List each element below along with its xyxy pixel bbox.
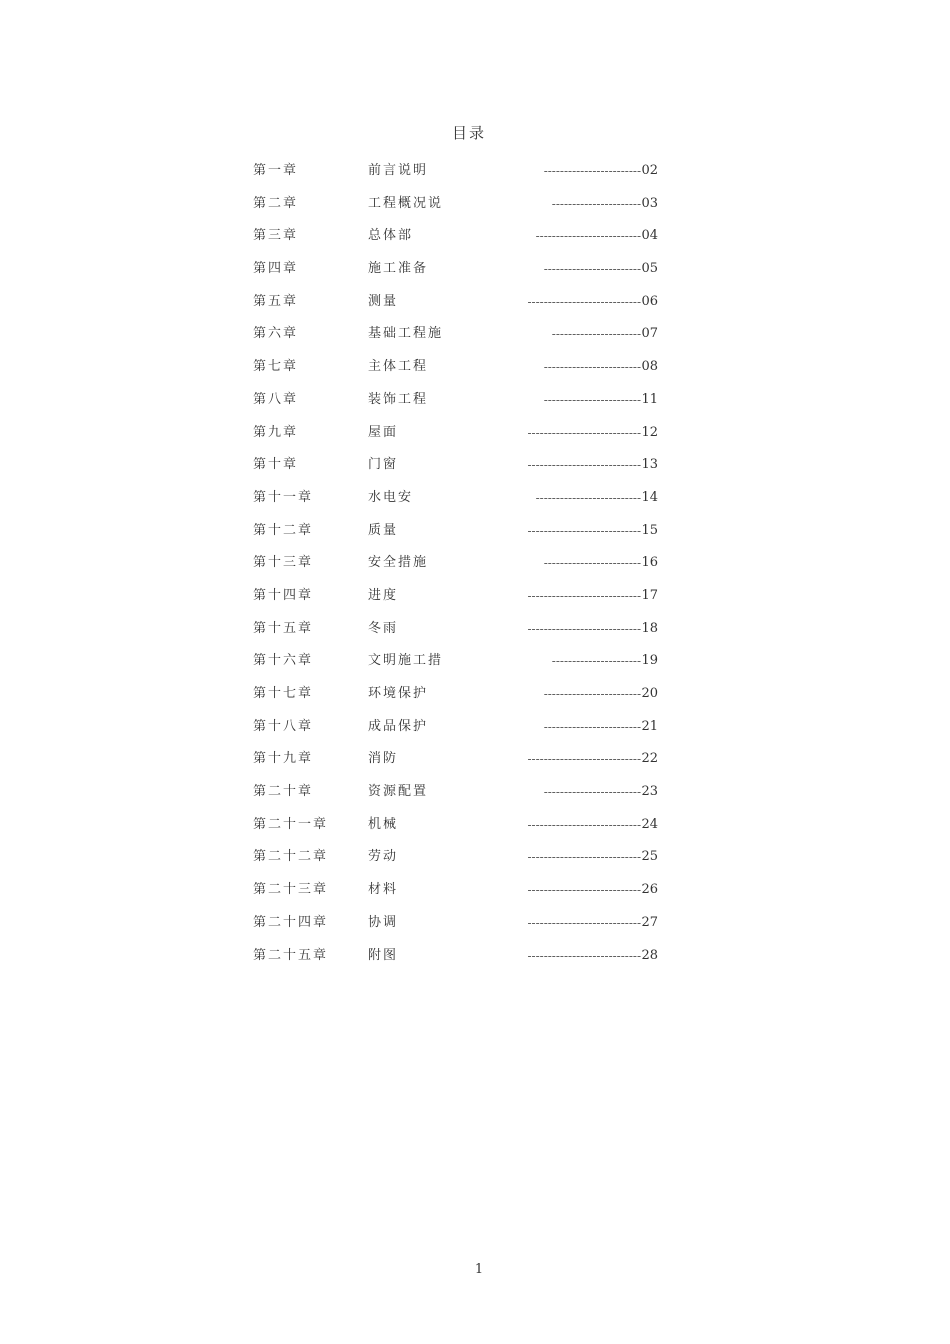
- toc-dot-leader: ----------------------------: [527, 817, 641, 832]
- toc-page-number: 24: [641, 816, 658, 832]
- toc-chapter-title: 环境保护: [368, 686, 429, 701]
- toc-page-number: 07: [641, 326, 658, 342]
- toc-chapter-title: 协调: [368, 914, 399, 930]
- toc-entry: [253, 452, 658, 485]
- toc-dot-leader: ----------------------------: [527, 458, 641, 473]
- toc-chapter-number: 第七章: [253, 359, 299, 375]
- toc-dot-leader: ----------------------: [551, 654, 641, 669]
- toc-chapter-number: 第九章: [253, 424, 299, 440]
- toc-chapter-number: 第三章: [253, 228, 299, 244]
- toc-chapter-number: 第八章: [253, 391, 299, 407]
- toc-entry: [253, 256, 658, 289]
- toc-chapter-title: 资源配置: [368, 784, 429, 800]
- toc-dot-leader: ----------------------------: [527, 621, 641, 636]
- toc-chapter-title: 劳动: [368, 849, 399, 865]
- toc-dot-leader: ------------------------: [543, 392, 641, 407]
- toc-entry: [253, 550, 658, 583]
- toc-page-number: 13: [641, 457, 658, 473]
- toc-entry: [253, 583, 658, 616]
- toc-chapter-title: 总体部: [368, 228, 414, 244]
- toc-dot-leader: ----------------------------: [527, 915, 641, 930]
- toc-page-number: 02: [641, 163, 658, 178]
- toc-dot-leader: ----------------------------: [527, 294, 641, 309]
- toc-chapter-title: 门窗: [368, 457, 399, 473]
- toc-dot-leader: ------------------------: [543, 719, 641, 734]
- toc-entry: [253, 485, 658, 518]
- toc-dot-leader: ----------------------: [551, 196, 641, 211]
- toc-page-number: 22: [641, 751, 658, 767]
- toc-entry: [253, 779, 658, 812]
- toc-entry: [253, 387, 658, 420]
- toc-chapter-number: 第十六章: [253, 653, 314, 669]
- toc-dot-leader: ------------------------: [543, 556, 641, 571]
- toc-chapter-number: 第一章: [253, 163, 299, 178]
- page-title: 目录: [451, 124, 486, 142]
- toc-page-number: 27: [641, 914, 658, 930]
- toc-dot-leader: ------------------------: [543, 360, 641, 375]
- toc-chapter-number: 第十七章: [253, 686, 314, 701]
- toc-chapter-number: 第十一章: [253, 489, 314, 505]
- toc-entry: [253, 812, 658, 845]
- toc-page-number: 18: [641, 620, 658, 636]
- toc-dot-leader: ----------------------------: [527, 948, 641, 963]
- toc-page-number: 16: [641, 555, 658, 571]
- toc-page-number: 08: [641, 359, 658, 375]
- toc-chapter-number: 第五章: [253, 293, 299, 309]
- toc-chapter-title: 进度: [368, 587, 399, 603]
- toc-page-number: 19: [641, 653, 658, 669]
- toc-chapter-title: 安全措施: [368, 555, 429, 571]
- toc-chapter-title: 主体工程: [368, 359, 429, 375]
- toc-chapter-title: 成品保护: [368, 718, 429, 734]
- toc-page-number: 15: [641, 522, 658, 538]
- toc-chapter-number: 第二十四章: [253, 914, 329, 930]
- toc-chapter-number: 第二十三章: [253, 882, 329, 898]
- toc-chapter-title: 基础工程施: [368, 326, 444, 342]
- toc-page-number: 12: [641, 424, 658, 440]
- toc-page-number: 04: [641, 228, 658, 244]
- toc-chapter-title: 机械: [368, 816, 399, 832]
- toc-dot-leader: ----------------------------: [527, 850, 641, 865]
- toc-dot-leader: ------------------------: [543, 687, 641, 701]
- toc-chapter-number: 第六章: [253, 326, 299, 342]
- toc-chapter-title: 屋面: [368, 424, 399, 440]
- table-of-contents: [253, 158, 658, 975]
- toc-page-number: 26: [641, 882, 658, 898]
- toc-chapter-title: 消防: [368, 751, 399, 767]
- toc-page-number: 20: [641, 686, 658, 701]
- toc-chapter-title: 装饰工程: [368, 391, 429, 407]
- toc-entry: [253, 158, 658, 191]
- toc-page-number: 06: [641, 293, 658, 309]
- toc-entry: [253, 354, 658, 387]
- toc-chapter-title: 前言说明: [368, 163, 429, 178]
- toc-chapter-number: 第二十二章: [253, 849, 329, 865]
- toc-dot-leader: ----------------------------: [527, 752, 641, 767]
- toc-page-number: 28: [641, 947, 658, 963]
- toc-chapter-number: 第十章: [253, 457, 299, 473]
- toc-chapter-title: 工程概况说: [368, 195, 444, 211]
- toc-dot-leader: ------------------------: [543, 262, 641, 277]
- toc-chapter-number: 第二十一章: [253, 816, 329, 832]
- toc-chapter-number: 第四章: [253, 261, 299, 277]
- toc-chapter-number: 第十三章: [253, 555, 314, 571]
- toc-chapter-number: 第二十章: [253, 784, 314, 800]
- toc-chapter-number: 第十二章: [253, 522, 314, 538]
- toc-page-number: 17: [641, 587, 658, 603]
- toc-chapter-title: 文明施工措: [368, 653, 444, 669]
- toc-page-number: 25: [641, 849, 658, 865]
- toc-page-number: 11: [641, 391, 658, 407]
- toc-entry: [253, 616, 658, 649]
- toc-entry: [253, 844, 658, 877]
- toc-entry: [253, 746, 658, 779]
- toc-chapter-number: 第二十五章: [253, 947, 329, 963]
- toc-entry: [253, 877, 658, 910]
- toc-entry: [253, 289, 658, 322]
- toc-entry: [253, 943, 658, 976]
- toc-dot-leader: ----------------------------: [527, 523, 641, 538]
- page-number: 1: [474, 1262, 484, 1277]
- toc-chapter-number: 第十九章: [253, 751, 314, 767]
- toc-entry: [253, 420, 658, 453]
- toc-chapter-title: 质量: [368, 522, 399, 538]
- toc-dot-leader: --------------------------: [535, 229, 641, 244]
- toc-entry: [253, 191, 658, 224]
- toc-entry: [253, 518, 658, 551]
- toc-entry: [253, 681, 658, 714]
- toc-entry: [253, 910, 658, 943]
- toc-page-number: 03: [641, 195, 658, 211]
- toc-chapter-number: 第十八章: [253, 718, 314, 734]
- toc-dot-leader: ----------------------------: [527, 425, 641, 440]
- toc-entry: [253, 321, 658, 354]
- toc-dot-leader: ------------------------: [543, 785, 641, 800]
- toc-chapter-title: 测量: [368, 293, 399, 309]
- toc-entry: [253, 714, 658, 747]
- toc-page-number: 21: [641, 718, 658, 734]
- toc-chapter-title: 冬雨: [368, 620, 399, 636]
- toc-page-number: 23: [641, 784, 658, 800]
- toc-dot-leader: ----------------------------: [527, 883, 641, 898]
- toc-chapter-number: 第十四章: [253, 587, 314, 603]
- toc-chapter-title: 材料: [368, 882, 399, 898]
- toc-page-number: 05: [641, 261, 658, 277]
- toc-dot-leader: --------------------------: [535, 490, 641, 505]
- toc-dot-leader: ----------------------: [551, 327, 641, 342]
- toc-chapter-number: 第十五章: [253, 620, 314, 636]
- toc-chapter-title: 附图: [368, 947, 399, 963]
- toc-entry: [253, 648, 658, 681]
- toc-chapter-number: 第二章: [253, 195, 299, 211]
- toc-dot-leader: ------------------------: [543, 164, 641, 178]
- toc-entry: [253, 223, 658, 256]
- toc-dot-leader: ----------------------------: [527, 588, 641, 603]
- toc-chapter-title: 水电安: [368, 489, 414, 505]
- toc-page-number: 14: [641, 489, 658, 505]
- toc-chapter-title: 施工准备: [368, 261, 429, 277]
